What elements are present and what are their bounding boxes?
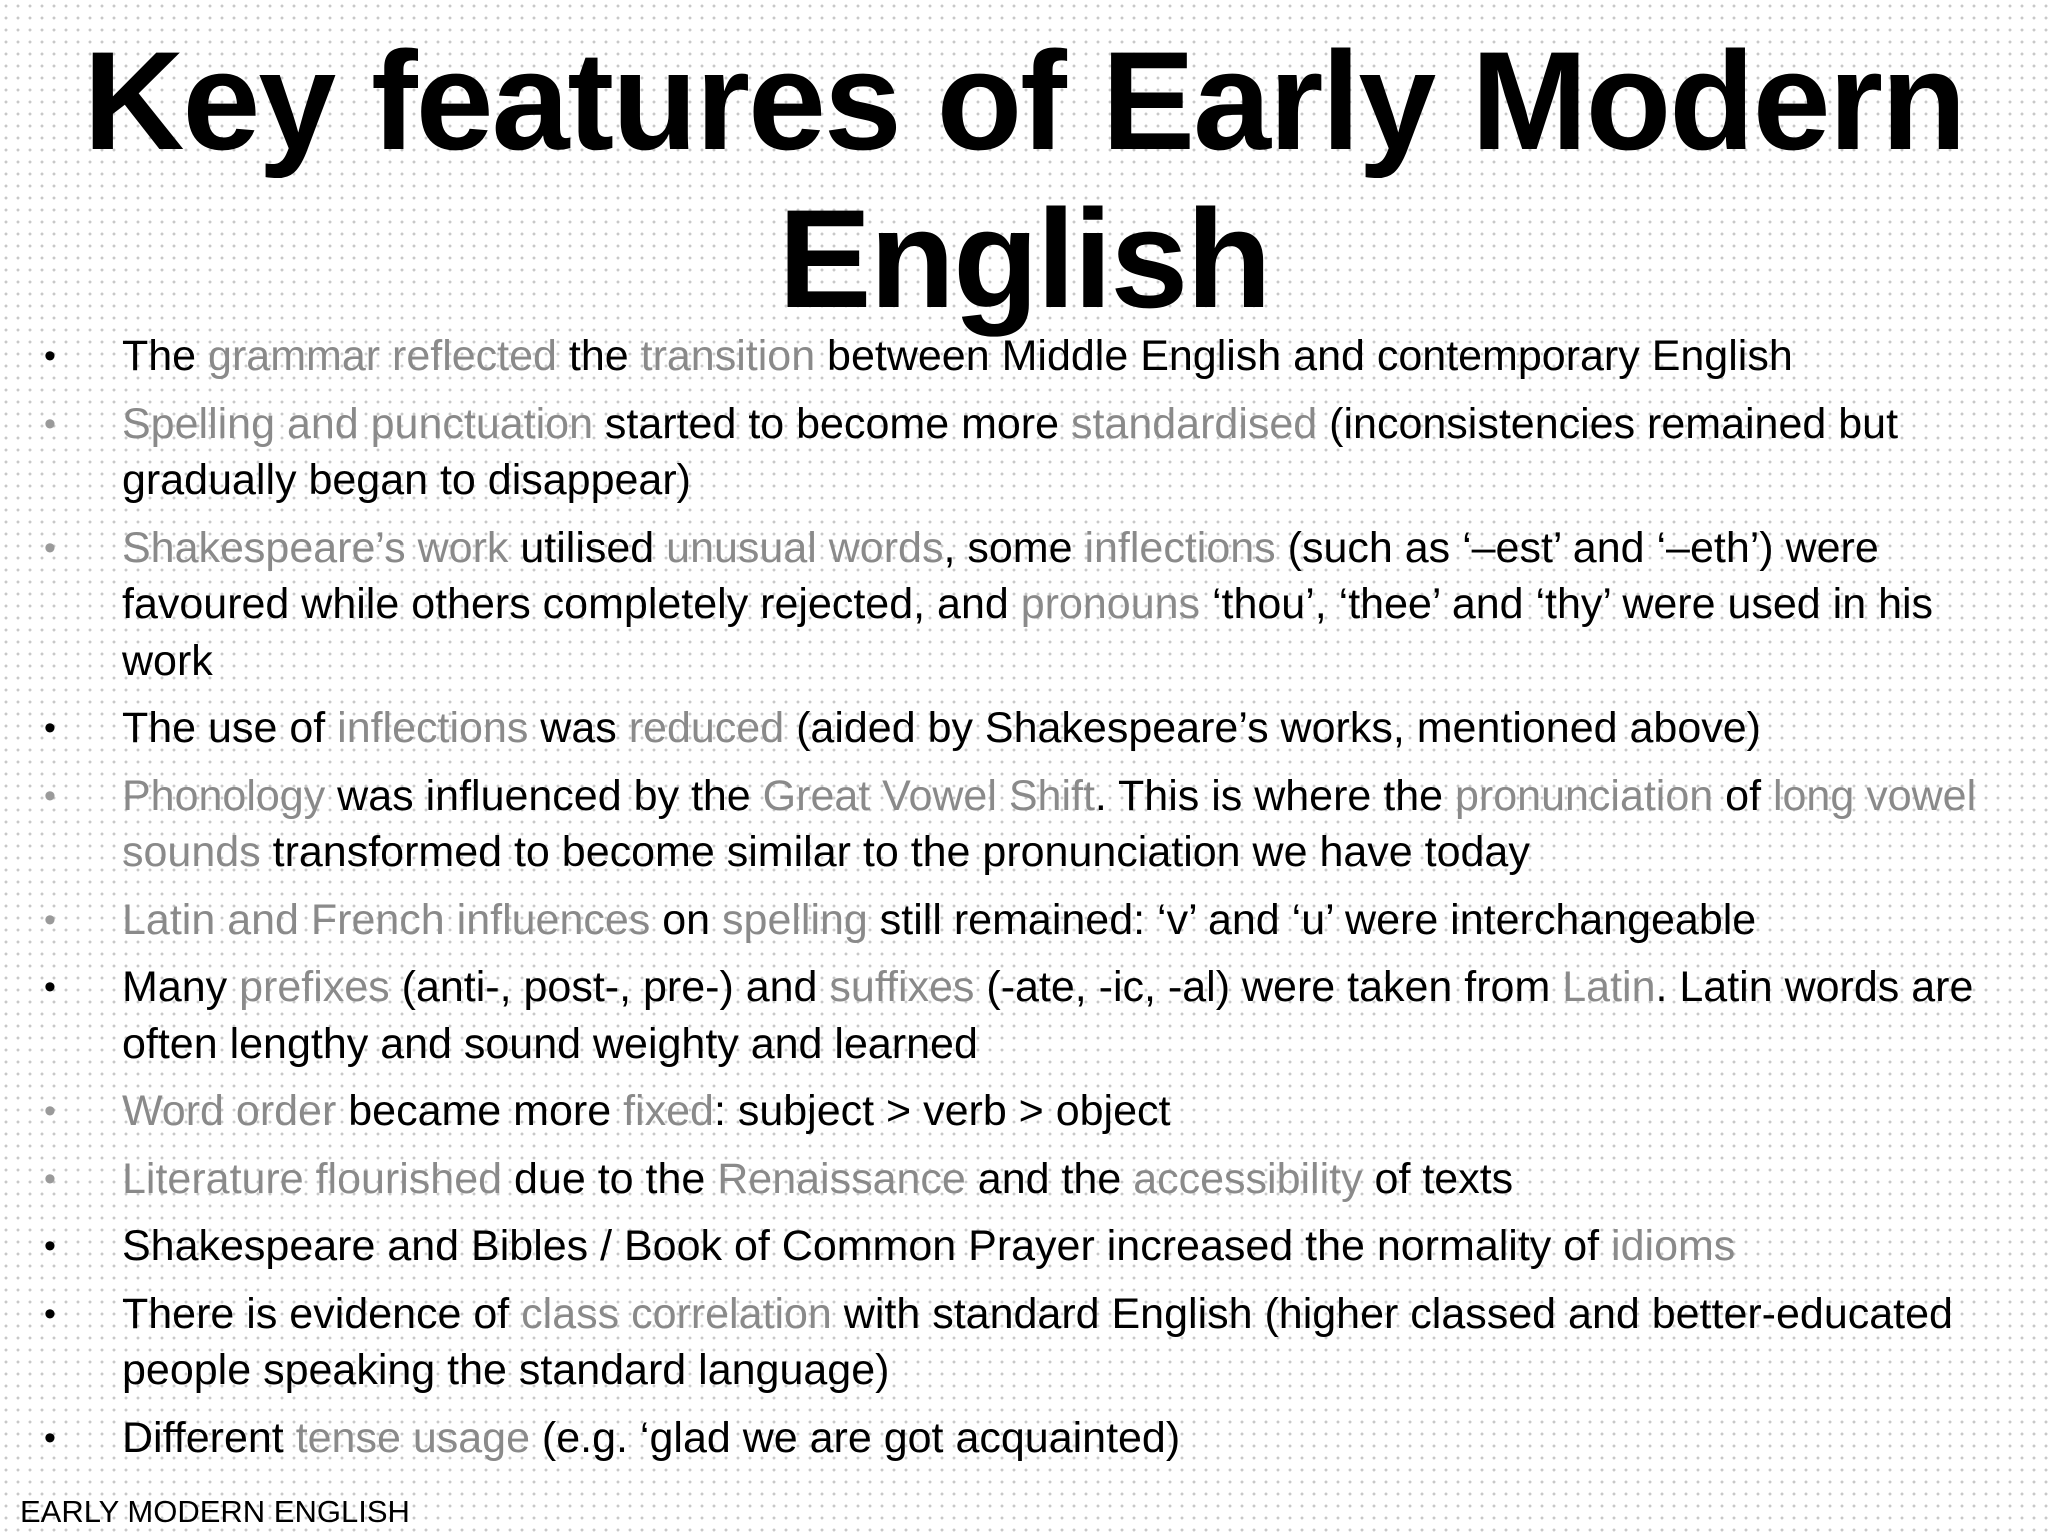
highlighted-term: idioms: [1611, 1222, 1736, 1270]
bullet-text-segment: became more: [336, 1087, 624, 1135]
bullet-text-segment: was: [528, 704, 629, 752]
bullet-marker-icon: •: [44, 1294, 56, 1333]
bullet-text-segment: (-ate, -ic, -al) were taken from: [974, 963, 1563, 1011]
bullet-text-segment: transformed to become similar to the pronunciation we have today: [260, 828, 1530, 876]
bullet-text-segment: of: [1713, 771, 1773, 820]
bullet-text-segment: (e.g. ‘glad we are got acquainted): [529, 1413, 1181, 1462]
highlighted-term: Phonology: [122, 771, 326, 820]
bullet-marker-icon: •: [44, 1092, 56, 1130]
slide-title: [0, 22, 2048, 338]
bullet-text: [122, 772, 1976, 877]
bullet-marker-icon: •: [44, 776, 56, 815]
highlighted-term: tense usage: [295, 1413, 530, 1462]
bullet-marker-icon: •: [44, 1227, 56, 1265]
bullet-text-segment: There is evidence of: [122, 1289, 522, 1338]
bullet-text-segment: (such as ‘–est’ and ‘–eth’) were favoured while others completely rejected, and: [122, 523, 1879, 628]
bullet-item: [36, 520, 1996, 690]
highlighted-term: pronouns: [1020, 580, 1201, 628]
highlighted-term: Latin and French influences: [122, 895, 651, 944]
bullet-marker-icon: •: [44, 900, 56, 939]
bullet-item: [36, 700, 1996, 757]
highlighted-term: reduced: [628, 704, 785, 752]
highlighted-term: grammar reflected: [208, 332, 557, 380]
bullet-text: [122, 1155, 1513, 1203]
bullet-text-segment: and the: [965, 1154, 1134, 1203]
bullet-text-segment: between Middle English and contemporary English: [815, 332, 1793, 380]
bullet-text: [122, 1222, 1735, 1270]
bullet-marker-icon: •: [44, 1159, 56, 1198]
highlighted-term: suffixes: [829, 963, 975, 1011]
highlighted-term: Shakespeare’s work: [122, 523, 509, 572]
bullet-marker-icon: •: [44, 1418, 56, 1457]
highlighted-term: long vowel sounds: [122, 771, 1977, 876]
bullet-text: [122, 963, 1973, 1068]
highlighted-term: Latin: [1562, 963, 1656, 1011]
highlighted-term: inflections: [337, 704, 529, 752]
bullet-text-segment: (aided by Shakespeare’s works, mentioned above): [784, 704, 1761, 752]
highlighted-term: transition: [640, 332, 816, 380]
feature-bullet-list: [36, 328, 1996, 1477]
bullet-item: [36, 1286, 1996, 1399]
bullet-text-segment: of texts: [1362, 1154, 1514, 1203]
highlighted-term: fixed: [623, 1087, 714, 1135]
bullet-text-segment: due to the: [502, 1154, 718, 1203]
bullet-text: [122, 332, 1793, 380]
bullet-text: [122, 400, 1898, 505]
bullet-text: [122, 896, 1756, 944]
highlighted-term: Renaissance: [717, 1154, 966, 1203]
bullet-text-segment: Different: [122, 1413, 296, 1462]
bullet-marker-icon: •: [44, 337, 56, 375]
bullet-item: [36, 1410, 1996, 1467]
bullet-text: [122, 1290, 1953, 1395]
bullet-text-segment: The: [122, 332, 209, 380]
bullet-text-segment: started to become more: [592, 399, 1071, 448]
bullet-text-segment: on: [650, 895, 723, 944]
bullet-marker-icon: •: [44, 528, 56, 567]
bullet-text-segment: utilised: [508, 523, 667, 572]
bullet-text-segment: was influenced by the: [325, 771, 763, 820]
highlighted-term: inflections: [1084, 523, 1276, 572]
bullet-item: [36, 892, 1996, 949]
bullet-item: [36, 959, 1996, 1072]
bullet-marker-icon: •: [44, 968, 56, 1006]
bullet-text-segment: ‘thou’, ‘thee’ and ‘thy’ were used in his work: [122, 580, 1934, 685]
highlighted-term: unusual words: [666, 523, 944, 572]
bullet-text-segment: . This is where the: [1094, 771, 1455, 820]
bullet-text-segment: Shakespeare and Bibles / Book of Common Prayer increased the normality of: [122, 1222, 1612, 1270]
bullet-text-segment: the: [556, 332, 641, 380]
slide-title-line-1: Key features of Early Modern: [83, 22, 1965, 179]
highlighted-term: class correlation: [521, 1289, 832, 1338]
highlighted-term: accessibility: [1133, 1154, 1363, 1203]
highlighted-term: spelling: [722, 895, 868, 944]
bullet-text-segment: Many: [122, 963, 240, 1011]
bullet-text-segment: still remained: ‘v’ and ‘u’ were interchangeable: [867, 895, 1757, 944]
bullet-item: [36, 328, 1996, 385]
slide-title-line-2: English: [778, 180, 1270, 337]
bullet-text: [122, 524, 1933, 685]
bullet-text: [122, 704, 1761, 752]
bullet-item: [36, 1218, 1996, 1275]
bullet-item: [36, 1151, 1996, 1208]
bullet-marker-icon: •: [44, 709, 56, 747]
highlighted-term: prefixes: [239, 963, 390, 1011]
bullet-text-segment: . Latin words are often lengthy and sound weighty and learned: [122, 963, 1974, 1068]
highlighted-term: Great Vowel Shift: [762, 771, 1095, 820]
highlighted-term: standardised: [1070, 399, 1318, 448]
bullet-item: [36, 1083, 1996, 1140]
bullet-text: [122, 1087, 1170, 1135]
bullet-marker-icon: •: [44, 404, 56, 443]
bullet-text-segment: with standard English (higher classed and better-educated people speaking the standard language): [122, 1289, 1953, 1394]
highlighted-term: Word order: [122, 1087, 337, 1135]
highlighted-term: Spelling and punctuation: [122, 399, 593, 448]
bullet-item: [36, 396, 1996, 509]
bullet-text-segment: The use of: [122, 704, 338, 752]
bullet-text: [122, 1414, 1180, 1462]
bullet-item: [36, 768, 1996, 881]
bullet-text-segment: (inconsistencies remained but gradually began to disappear): [122, 399, 1899, 504]
bullet-text-segment: (anti-, post-, pre-) and: [389, 963, 830, 1011]
bullet-text-segment: , some: [943, 523, 1085, 572]
highlighted-term: Literature flourished: [122, 1154, 503, 1203]
slide-footer: EARLY MODERN ENGLISH: [20, 1494, 410, 1529]
highlighted-term: pronunciation: [1455, 771, 1714, 820]
bullet-text-segment: : subject > verb > object: [713, 1087, 1171, 1135]
